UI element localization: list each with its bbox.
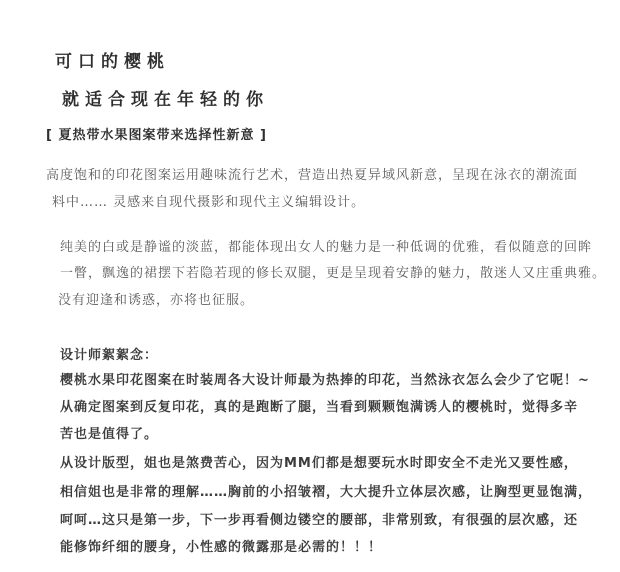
designer-line-2: 从确定图案到反复印花，真的是跑断了腿，当看到颗颗饱满诱人的樱桃时，觉得多辛 bbox=[60, 400, 579, 415]
designer-line-3: 苦也是值得了。 bbox=[60, 427, 159, 442]
intro-line-1: 高度饱和的印花图案运用趣味流行艺术，营造出热夏异域风新意，呈现在泳衣的潮流面 bbox=[46, 168, 579, 183]
designer-line-5: 相信姐也是非常的理解……胸前的小招皱褶，大大提升立体层次感，让胸型更显饱满， bbox=[60, 485, 593, 500]
section-bracket-title: [ 夏热带水果图案带来选择性新意 ] bbox=[46, 128, 267, 143]
intro-line-2: 料中…… 灵感来自现代摄影和现代主义编辑设计。 bbox=[52, 195, 366, 210]
paragraph2-line-3: 没有迎逢和诱惑，亦将也征服。 bbox=[58, 293, 255, 308]
paragraph2-line-2: 一瞥，飘逸的裙摆下若隐若现的修长双腿，更是呈现着安静的魅力，散迷人又庄重典雅。 bbox=[60, 266, 607, 281]
designer-label: 设计师絮絮念： bbox=[60, 348, 159, 363]
designer-line-4: 从设计版型，姐也是煞费苦心，因为MM们都是想要玩水时即安全不走光又要性感， bbox=[60, 456, 578, 471]
paragraph2-line-1: 纯美的白或是静谧的淡蓝，都能体现出女人的魅力是一种低调的优雅，看似随意的回眸 bbox=[60, 240, 593, 255]
heading-line-2: 就适合现在年轻的你 bbox=[62, 90, 269, 110]
designer-line-6: 呵呵…这只是第一步，下一步再看侧边镂空的腰部，非常别致，有很强的层次感，还 bbox=[60, 513, 579, 528]
heading-line-1: 可口的樱桃 bbox=[55, 52, 170, 72]
designer-line-7: 能修饰纤细的腰身，小性感的微露那是必需的！！！ bbox=[60, 540, 383, 555]
designer-line-1: 樱桃水果印花图案在时装周各大设计师最为热捧的印花，当然泳衣怎么会少了它呢！~ bbox=[60, 373, 590, 388]
